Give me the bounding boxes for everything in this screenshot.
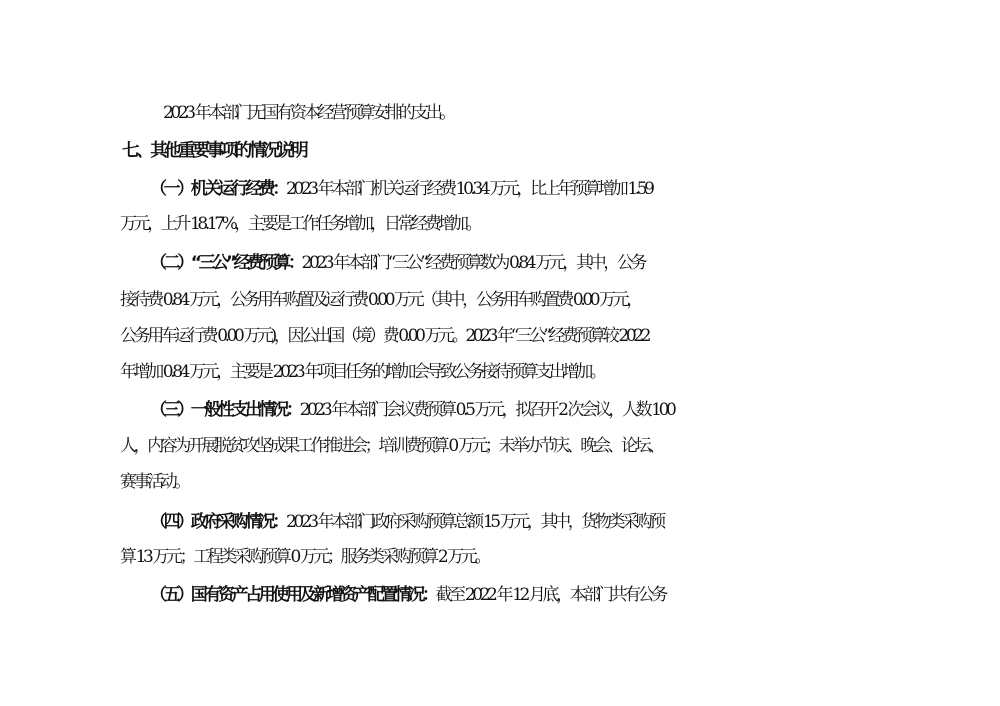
paragraph-2-line-2 <box>0 283 1000 317</box>
paragraph-4-line-1 <box>0 505 1000 539</box>
paragraph-2-text-4: 年增加 0.84 万元，主要是 2023 年项目任务的增加会导致公务接待预算支出增加。 <box>120 362 604 382</box>
paragraph-2-line-3 <box>0 319 1000 353</box>
intro-text: 2023 年本部门无国有资本经营预算安排的支出。 <box>163 103 454 123</box>
paragraph-1-line-2 <box>0 207 1000 241</box>
paragraph-5-label: （五）国有资产占用使用及新增资产配置情况： <box>150 585 436 605</box>
paragraph-2-text-1: 2023 年本部门“三公”经费预算数为 0.84 万元，其中，公务 <box>301 253 645 273</box>
paragraph-5-line-1 <box>0 578 1000 612</box>
paragraph-3-line-1 <box>0 393 1000 427</box>
paragraph-4-label: （四）政府采购情况： <box>150 512 286 532</box>
paragraph-2-text-2: 接待费 0.84 万元，公务用车购置及运行费 0.00 万元（其中，公务用车购置费 0.00 万元， <box>120 290 640 310</box>
paragraph-3-label: （三）一般性支出情况： <box>150 400 300 420</box>
paragraph-2-line-1 <box>0 246 1000 280</box>
paragraph-4-text-1: 2023 年本部门政府采购预算总额 15 万元，其中，货物类采购预 <box>286 512 663 532</box>
paragraph-1-text-1: 2023 年本部门机关运行经费 10.34 万元，比上年预算增加 1.59 <box>286 179 652 199</box>
paragraph-3-text-3: 赛事活动。 <box>120 472 188 492</box>
paragraph-1-line-1 <box>0 172 1000 206</box>
section-heading-text: 七、其他重要事项的情况说明 <box>122 141 306 161</box>
paragraph-2-text-3: 公务用车运行费 0.00 万元)，因公出国（境）费 0.00 万元。2023 年“三公”经费预算较 2022 <box>120 326 649 346</box>
paragraph-3-text-1: 2023 年本部门会议费预算 0.5 万元，拟召开 2 次会议，人数 100 <box>299 400 674 420</box>
paragraph-2-label: （二）“三公”经费预算： <box>150 253 302 273</box>
paragraph-2-line-4 <box>0 355 1000 389</box>
paragraph-4-text-2: 算 13 万元；工程类采购预算 0 万元；服务类采购预算 2 万元。 <box>120 547 489 567</box>
paragraph-1-text-2: 万元，上升 18.17%，主要是工作任务增加，日常经费增加。 <box>120 214 480 234</box>
paragraph-5-text-1: 截至 2022 年 12 月底，本部门共有公务 <box>435 585 665 605</box>
paragraph-3-line-2 <box>0 429 1000 463</box>
paragraph-1-label: （一）机关运行经费： <box>150 179 286 199</box>
paragraph-4-line-2 <box>0 540 1000 574</box>
paragraph-3-line-3 <box>0 465 1000 499</box>
intro-line <box>0 96 1000 130</box>
paragraph-3-text-2: 人，内容为开展脱贫攻坚成果工作推进会；培训费预算 0 万元；未举办节庆、晚会、论坛、 <box>120 436 662 456</box>
section-heading <box>0 134 1000 168</box>
